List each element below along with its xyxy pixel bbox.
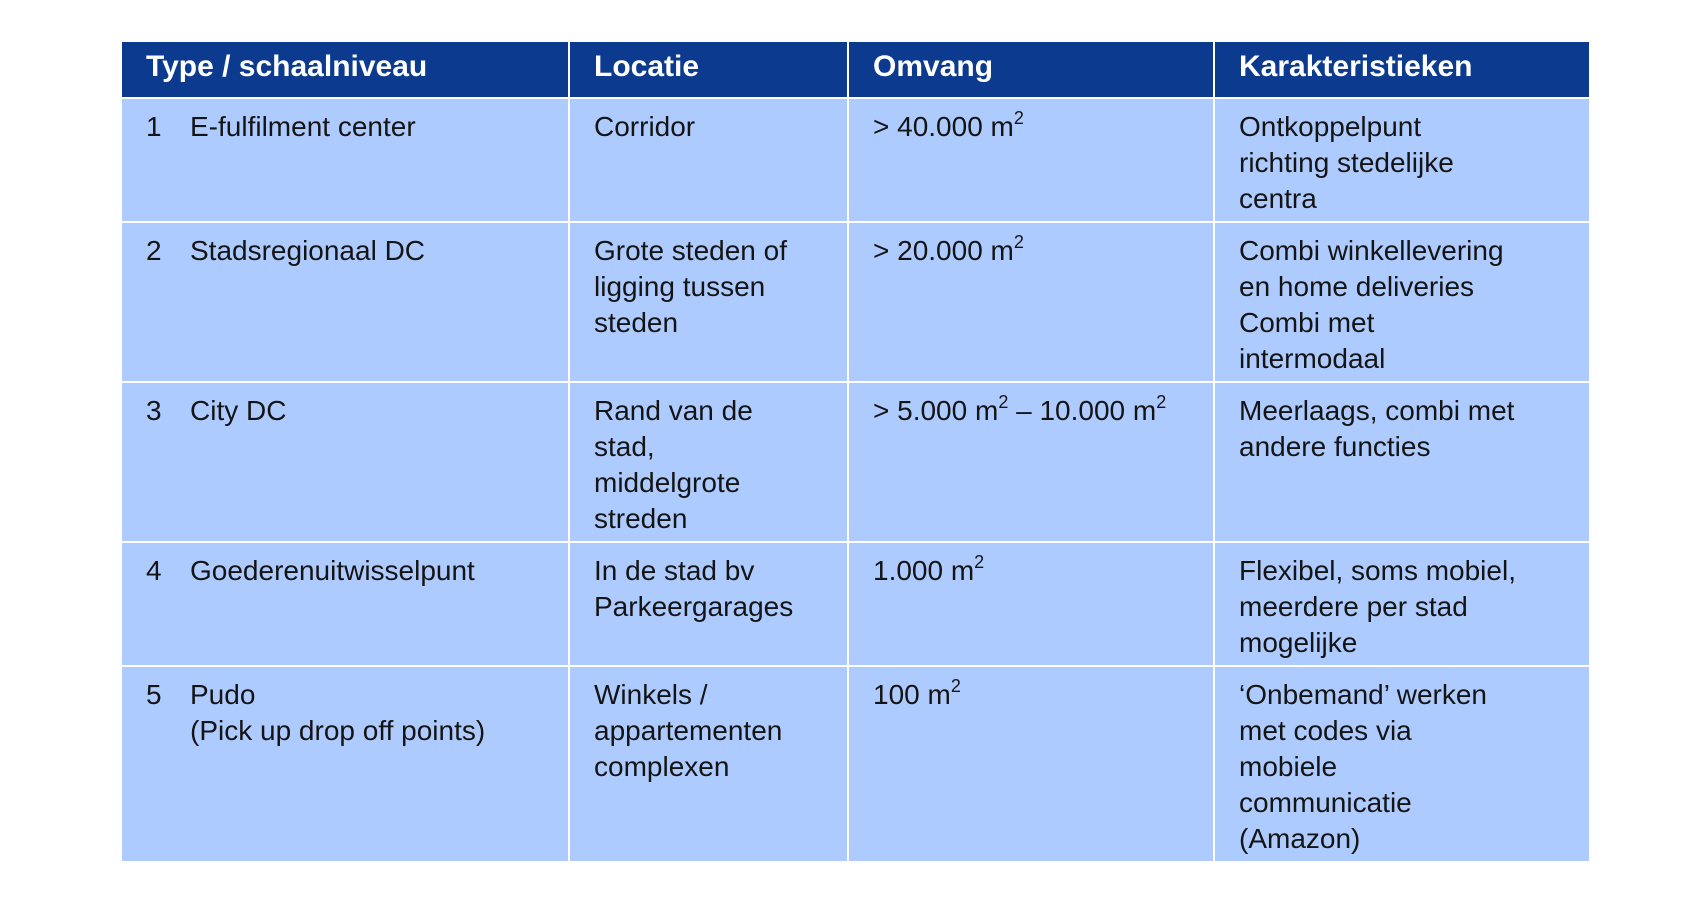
omvang-exponent: 2 <box>950 675 961 696</box>
kenmerk-line: Flexibel, soms mobiel, <box>1239 555 1516 586</box>
locatie-line: complexen <box>594 751 730 782</box>
row-number: 4 <box>146 555 162 586</box>
locatie-line: streden <box>594 503 688 534</box>
locatie-line: steden <box>594 307 679 338</box>
header-omvang: Omvang <box>848 41 1214 98</box>
kenmerk-line: centra <box>1239 183 1317 214</box>
header-type: Type / schaalniveau <box>121 41 569 98</box>
table-row <box>121 542 1590 666</box>
kenmerk-line: meerdere per stad <box>1239 591 1468 622</box>
type-sublabel: (Pick up drop off points) <box>190 715 486 746</box>
cell-type <box>121 98 569 222</box>
type-label: Stadsregionaal DC <box>190 235 426 266</box>
kenmerk-line: intermodaal <box>1239 343 1386 374</box>
header-locatie: Locatie <box>569 41 848 98</box>
cell-locatie <box>569 98 848 222</box>
row-number: 5 <box>146 679 162 710</box>
row-number: 2 <box>146 235 162 266</box>
cell-karakteristieken <box>1214 666 1590 862</box>
omvang-value: > 40.000 m <box>873 111 1014 142</box>
cell-omvang <box>848 542 1214 666</box>
omvang-value: 100 m <box>873 679 951 710</box>
type-label: Pudo <box>190 679 256 710</box>
cell-type <box>121 542 569 666</box>
cell-omvang <box>848 666 1214 862</box>
kenmerk-line: Combi met <box>1239 307 1375 338</box>
kenmerk-line: met codes via <box>1239 715 1412 746</box>
kenmerk-line: Meerlaags, combi met <box>1239 395 1515 426</box>
type-label: E-fulfilment center <box>190 111 416 142</box>
logistics-hub-table <box>120 40 1591 863</box>
locatie-line: Corridor <box>594 111 696 142</box>
locatie-line: Parkeergarages <box>594 591 794 622</box>
omvang-exponent: 2 <box>1013 107 1024 128</box>
cell-locatie <box>569 666 848 862</box>
cell-locatie <box>569 382 848 542</box>
kenmerk-line: en home deliveries <box>1239 271 1475 302</box>
omvang-exponent: 2 <box>1156 391 1167 412</box>
kenmerk-line: ‘Onbemand’ werken <box>1239 679 1487 710</box>
kenmerk-line: Ontkoppelpunt <box>1239 111 1422 142</box>
omvang-exponent: 2 <box>1013 231 1024 252</box>
row-number: 3 <box>146 395 162 426</box>
table-row <box>121 382 1590 542</box>
omvang-exponent: 2 <box>998 391 1009 412</box>
locatie-line: Grote steden of <box>594 235 788 266</box>
omvang-value: > 5.000 m <box>873 395 999 426</box>
table-row <box>121 222 1590 382</box>
locatie-line: stad, <box>594 431 655 462</box>
cell-type <box>121 382 569 542</box>
kenmerk-line: communicatie <box>1239 787 1412 818</box>
type-label: Goederenuitwisselpunt <box>190 555 475 586</box>
cell-karakteristieken <box>1214 542 1590 666</box>
kenmerk-line: richting stedelijke <box>1239 147 1454 178</box>
cell-locatie <box>569 542 848 666</box>
kenmerk-line: mobiele <box>1239 751 1338 782</box>
type-label: City DC <box>190 395 287 426</box>
cell-karakteristieken <box>1214 222 1590 382</box>
cell-omvang <box>848 98 1214 222</box>
omvang-exponent: 2 <box>974 551 985 572</box>
cell-karakteristieken <box>1214 382 1590 542</box>
locatie-line: ligging tussen <box>594 271 766 302</box>
header-karakteristieken: Karakteristieken <box>1214 41 1590 98</box>
locatie-line: In de stad bv <box>594 555 755 586</box>
cell-type <box>121 666 569 862</box>
locatie-line: Rand van de <box>594 395 753 426</box>
cell-locatie <box>569 222 848 382</box>
locatie-line: middelgrote <box>594 467 741 498</box>
omvang-value-max: – 10.000 m <box>1008 395 1157 426</box>
table-row <box>121 666 1590 862</box>
row-number: 1 <box>146 111 162 142</box>
cell-omvang <box>848 222 1214 382</box>
kenmerk-line: mogelijke <box>1239 627 1358 658</box>
header-row <box>121 41 1590 98</box>
kenmerk-line: (Amazon) <box>1239 823 1361 854</box>
kenmerk-line: Combi winkellevering <box>1239 235 1504 266</box>
omvang-value: > 20.000 m <box>873 235 1014 266</box>
kenmerk-line: andere functies <box>1239 431 1431 462</box>
cell-type <box>121 222 569 382</box>
cell-karakteristieken <box>1214 98 1590 222</box>
omvang-value: 1.000 m <box>873 555 975 586</box>
cell-omvang <box>848 382 1214 542</box>
locatie-line: Winkels / <box>594 679 708 710</box>
locatie-line: appartementen <box>594 715 783 746</box>
table-row <box>121 98 1590 222</box>
